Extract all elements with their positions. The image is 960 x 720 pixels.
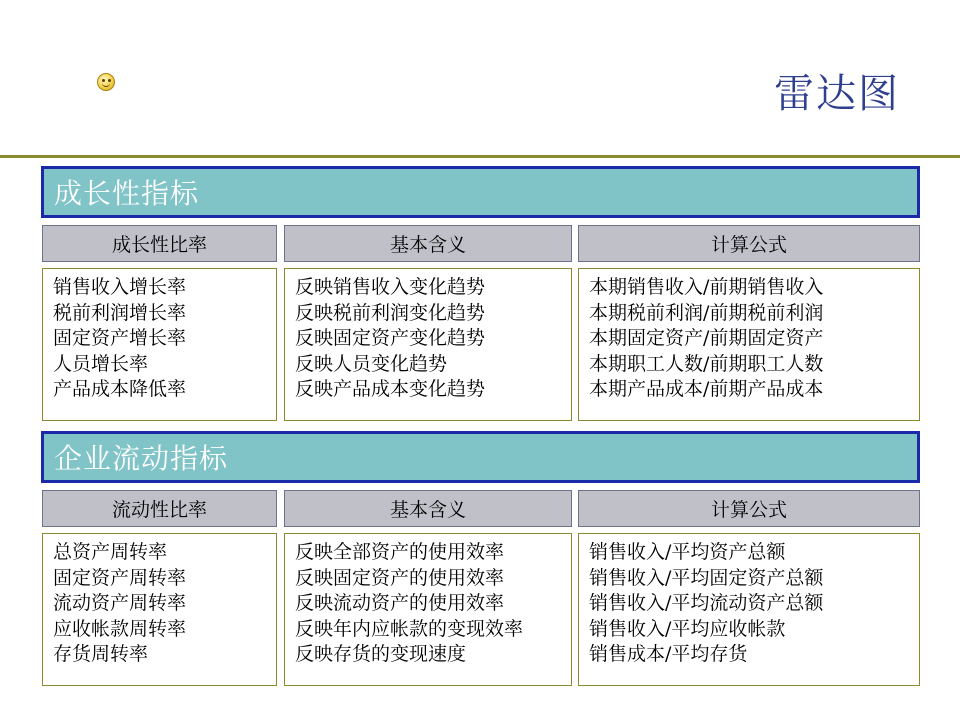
list-item: 销售收入增长率 [53,276,187,298]
column-head-growth-meaning: 基本含义 [284,225,572,262]
list-item: 应收帐款周转率 [53,617,187,640]
list-item: 税前利润增长率 [53,301,187,324]
growth-meaning-list [284,268,572,421]
column-head-growth-formula: 计算公式 [578,225,920,262]
list-item: 本期税前利润/前期税前利润 [589,301,824,324]
list-item: 总资产周转率 [53,541,168,563]
section-header-growth: 成长性指标 [41,166,920,218]
list-item: 反映产品成本变化趋势 [295,378,486,400]
list-item: 本期职工人数/前期职工人数 [589,352,824,375]
list-item: 反映税前利润变化趋势 [295,301,486,324]
list-item: 反映销售收入变化趋势 [295,276,486,298]
list-item: 反映固定资产的使用效率 [295,566,505,589]
column-head-liquidity-ratio: 流动性比率 [42,490,277,527]
growth-formula-list [578,268,920,421]
column-head-growth-ratio: 成长性比率 [42,225,277,262]
list-item: 反映存货的变现速度 [295,643,467,665]
liquidity-meaning-list [284,533,572,686]
list-item: 本期固定资产/前期固定资产 [589,327,824,349]
list-item: 销售收入/平均应收帐款 [589,617,786,640]
list-item: 本期销售收入/前期销售收入 [589,276,824,298]
list-item: 反映年内应帐款的变现效率 [295,617,524,640]
list-item: 反映全部资产的使用效率 [295,541,505,563]
list-item: 存货周转率 [53,643,149,665]
list-item: 销售收入/平均流动资产总额 [589,592,824,614]
list-item: 流动资产周转率 [53,592,187,614]
list-item: 固定资产周转率 [53,566,187,589]
list-item: 人员增长率 [53,352,149,375]
list-item: 反映流动资产的使用效率 [295,592,505,614]
page-title: 雷达图 [774,71,900,117]
smiley-face-icon [97,73,115,91]
title-divider [0,155,960,158]
list-item: 反映人员变化趋势 [295,352,448,375]
growth-ratio-list [42,268,277,421]
liquidity-ratio-list [42,533,277,686]
list-item: 销售收入/平均固定资产总额 [589,566,824,589]
list-item: 销售成本/平均存货 [589,643,748,665]
liquidity-formula-list [578,533,920,686]
list-item: 本期产品成本/前期产品成本 [589,378,824,400]
list-item: 反映固定资产变化趋势 [295,327,486,349]
list-item: 产品成本降低率 [53,378,187,400]
section-header-liquidity: 企业流动指标 [41,431,920,483]
list-item: 固定资产增长率 [53,327,187,349]
column-head-liquidity-meaning: 基本含义 [284,490,572,527]
column-head-liquidity-formula: 计算公式 [578,490,920,527]
list-item: 销售收入/平均资产总额 [589,541,786,563]
